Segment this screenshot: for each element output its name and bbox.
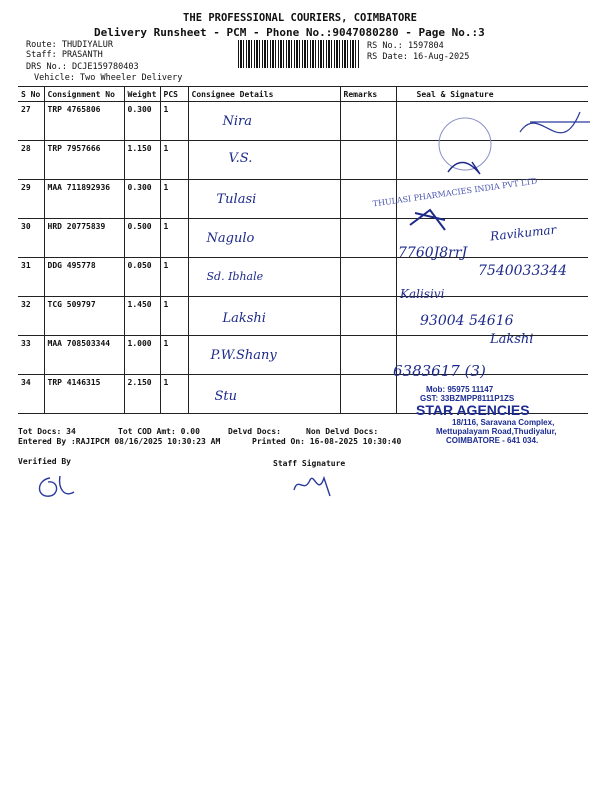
remarks bbox=[340, 375, 396, 414]
consignee-signature: Lakshi bbox=[222, 311, 266, 326]
sno: 34 bbox=[18, 375, 44, 414]
pcs: 1 bbox=[160, 102, 188, 141]
consignee-signature: V.S. bbox=[228, 151, 253, 166]
remarks bbox=[340, 219, 396, 258]
consignee-cell bbox=[188, 336, 340, 375]
rs-no: RS No.: 1597804 bbox=[367, 41, 444, 51]
pcs: 1 bbox=[160, 219, 188, 258]
runsheet-title: Delivery Runsheet - PCM - Phone No.:9047080280 - Page No.:3 bbox=[94, 26, 485, 39]
stamp-addr2: Mettupalayam Road,Thudiyalur, bbox=[436, 427, 557, 436]
consignee-cell bbox=[188, 258, 340, 297]
sno: 27 bbox=[18, 102, 44, 141]
printed-on: Printed On: 16-08-2025 10:30:40 bbox=[252, 437, 402, 446]
staff: Staff: PRASANTH bbox=[26, 50, 103, 60]
pcs: 1 bbox=[160, 336, 188, 375]
consignee-cell bbox=[188, 102, 340, 141]
weight: 0.300 bbox=[124, 102, 160, 141]
remarks bbox=[340, 297, 396, 336]
consignment-no: TRP 4765806 bbox=[44, 102, 124, 141]
stamp-addr1: 18/116, Saravana Complex, bbox=[452, 418, 555, 427]
col-seal: Seal & Signature bbox=[396, 87, 588, 102]
rs-date: RS Date: 16-Aug-2025 bbox=[367, 52, 470, 62]
col-pcs: PCS bbox=[160, 87, 188, 102]
pcs: 1 bbox=[160, 180, 188, 219]
scribble-signature bbox=[410, 92, 600, 182]
col-remarks: Remarks bbox=[340, 87, 396, 102]
weight: 1.000 bbox=[124, 336, 160, 375]
consignee-signature: Stu bbox=[214, 389, 238, 404]
consignee-signature: P.W.Shany bbox=[210, 348, 277, 363]
staff-signature bbox=[288, 470, 338, 500]
consignment-no: HRD 20775839 bbox=[44, 219, 124, 258]
consignee-cell bbox=[188, 141, 340, 180]
consignment-no: TCG 509797 bbox=[44, 297, 124, 336]
sno: 28 bbox=[18, 141, 44, 180]
staff-signature-label: Staff Signature bbox=[273, 459, 346, 468]
remarks bbox=[340, 336, 396, 375]
sno: 31 bbox=[18, 258, 44, 297]
verified-by-label: Verified By bbox=[18, 457, 71, 466]
sno: 32 bbox=[18, 297, 44, 336]
entered-by: Entered By :RAJIPCM 08/16/2025 10:30:23 AM bbox=[18, 437, 221, 446]
handwritten-name: Kalisivi bbox=[400, 287, 445, 301]
handwritten-phone: 7540033344 bbox=[478, 263, 568, 279]
handwritten-phone: 93004 54616 bbox=[420, 313, 514, 329]
consignee-cell bbox=[188, 297, 340, 336]
handwritten-name: Ravikumar bbox=[489, 222, 557, 244]
weight: 0.500 bbox=[124, 219, 160, 258]
weight: 0.050 bbox=[124, 258, 160, 297]
stamp-gst: GST: 33BZMPP8111P1ZS bbox=[420, 394, 515, 403]
stamp-mob: Mob: 95975 11147 bbox=[426, 385, 494, 394]
consignee-signature: Nira bbox=[222, 114, 252, 129]
stamp-name: STAR AGENCIES bbox=[416, 402, 530, 418]
consignment-no: MAA 711892936 bbox=[44, 180, 124, 219]
weight: 1.150 bbox=[124, 141, 160, 180]
weight: 1.450 bbox=[124, 297, 160, 336]
remarks bbox=[340, 141, 396, 180]
col-consignee: Consignee Details bbox=[188, 87, 340, 102]
pcs: 1 bbox=[160, 258, 188, 297]
stamp-addr3: COIMBATORE - 641 034. bbox=[446, 436, 539, 445]
company-title: THE PROFESSIONAL COURIERS, COIMBATORE bbox=[183, 12, 417, 24]
barcode bbox=[238, 40, 360, 68]
col-weight: Weight bbox=[124, 87, 160, 102]
handwritten-number: 7760J8rrJ bbox=[398, 245, 468, 261]
sno: 33 bbox=[18, 336, 44, 375]
sno: 29 bbox=[18, 180, 44, 219]
consignment-no: DDG 495778 bbox=[44, 258, 124, 297]
consignee-signature: Tulasi bbox=[216, 192, 257, 207]
verifier-signature bbox=[30, 470, 80, 502]
col-sno: S No bbox=[18, 87, 44, 102]
consignee-signature: Nagulo bbox=[206, 231, 255, 246]
tot-docs: Tot Docs: 34 bbox=[18, 427, 76, 436]
delvd-docs: Delvd Docs: bbox=[228, 427, 281, 436]
consignee-signature: Sd. Ibhale bbox=[206, 270, 264, 283]
route: Route: THUDIYALUR bbox=[26, 40, 113, 50]
pcs: 1 bbox=[160, 141, 188, 180]
tot-cod: Tot COD Amt: 0.00 bbox=[118, 427, 200, 436]
consignment-no: TRP 7957666 bbox=[44, 141, 124, 180]
drs-no: DRS No.: DCJE159780403 bbox=[26, 62, 139, 72]
consignee-cell bbox=[188, 219, 340, 258]
consignee-cell bbox=[188, 180, 340, 219]
pcs: 1 bbox=[160, 375, 188, 414]
vehicle: Vehicle: Two Wheeler Delivery bbox=[34, 73, 183, 83]
non-delvd-docs: Non Delvd Docs: bbox=[306, 427, 379, 436]
weight: 0.300 bbox=[124, 180, 160, 219]
sno: 30 bbox=[18, 219, 44, 258]
col-consignment: Consignment No bbox=[44, 87, 124, 102]
remarks bbox=[340, 258, 396, 297]
weight: 2.150 bbox=[124, 375, 160, 414]
pharmacy-stamp: THULASI PHARMACIES INDIA PVT LTD bbox=[372, 176, 538, 209]
remarks bbox=[340, 102, 396, 141]
handwritten-phone: 6383617 (3) bbox=[393, 362, 486, 380]
pcs: 1 bbox=[160, 297, 188, 336]
seal-scribble bbox=[405, 205, 455, 235]
consignment-no: TRP 4146315 bbox=[44, 375, 124, 414]
handwritten-name: Lakshi bbox=[490, 332, 534, 347]
consignment-no: MAA 708503344 bbox=[44, 336, 124, 375]
consignee-cell bbox=[188, 375, 340, 414]
